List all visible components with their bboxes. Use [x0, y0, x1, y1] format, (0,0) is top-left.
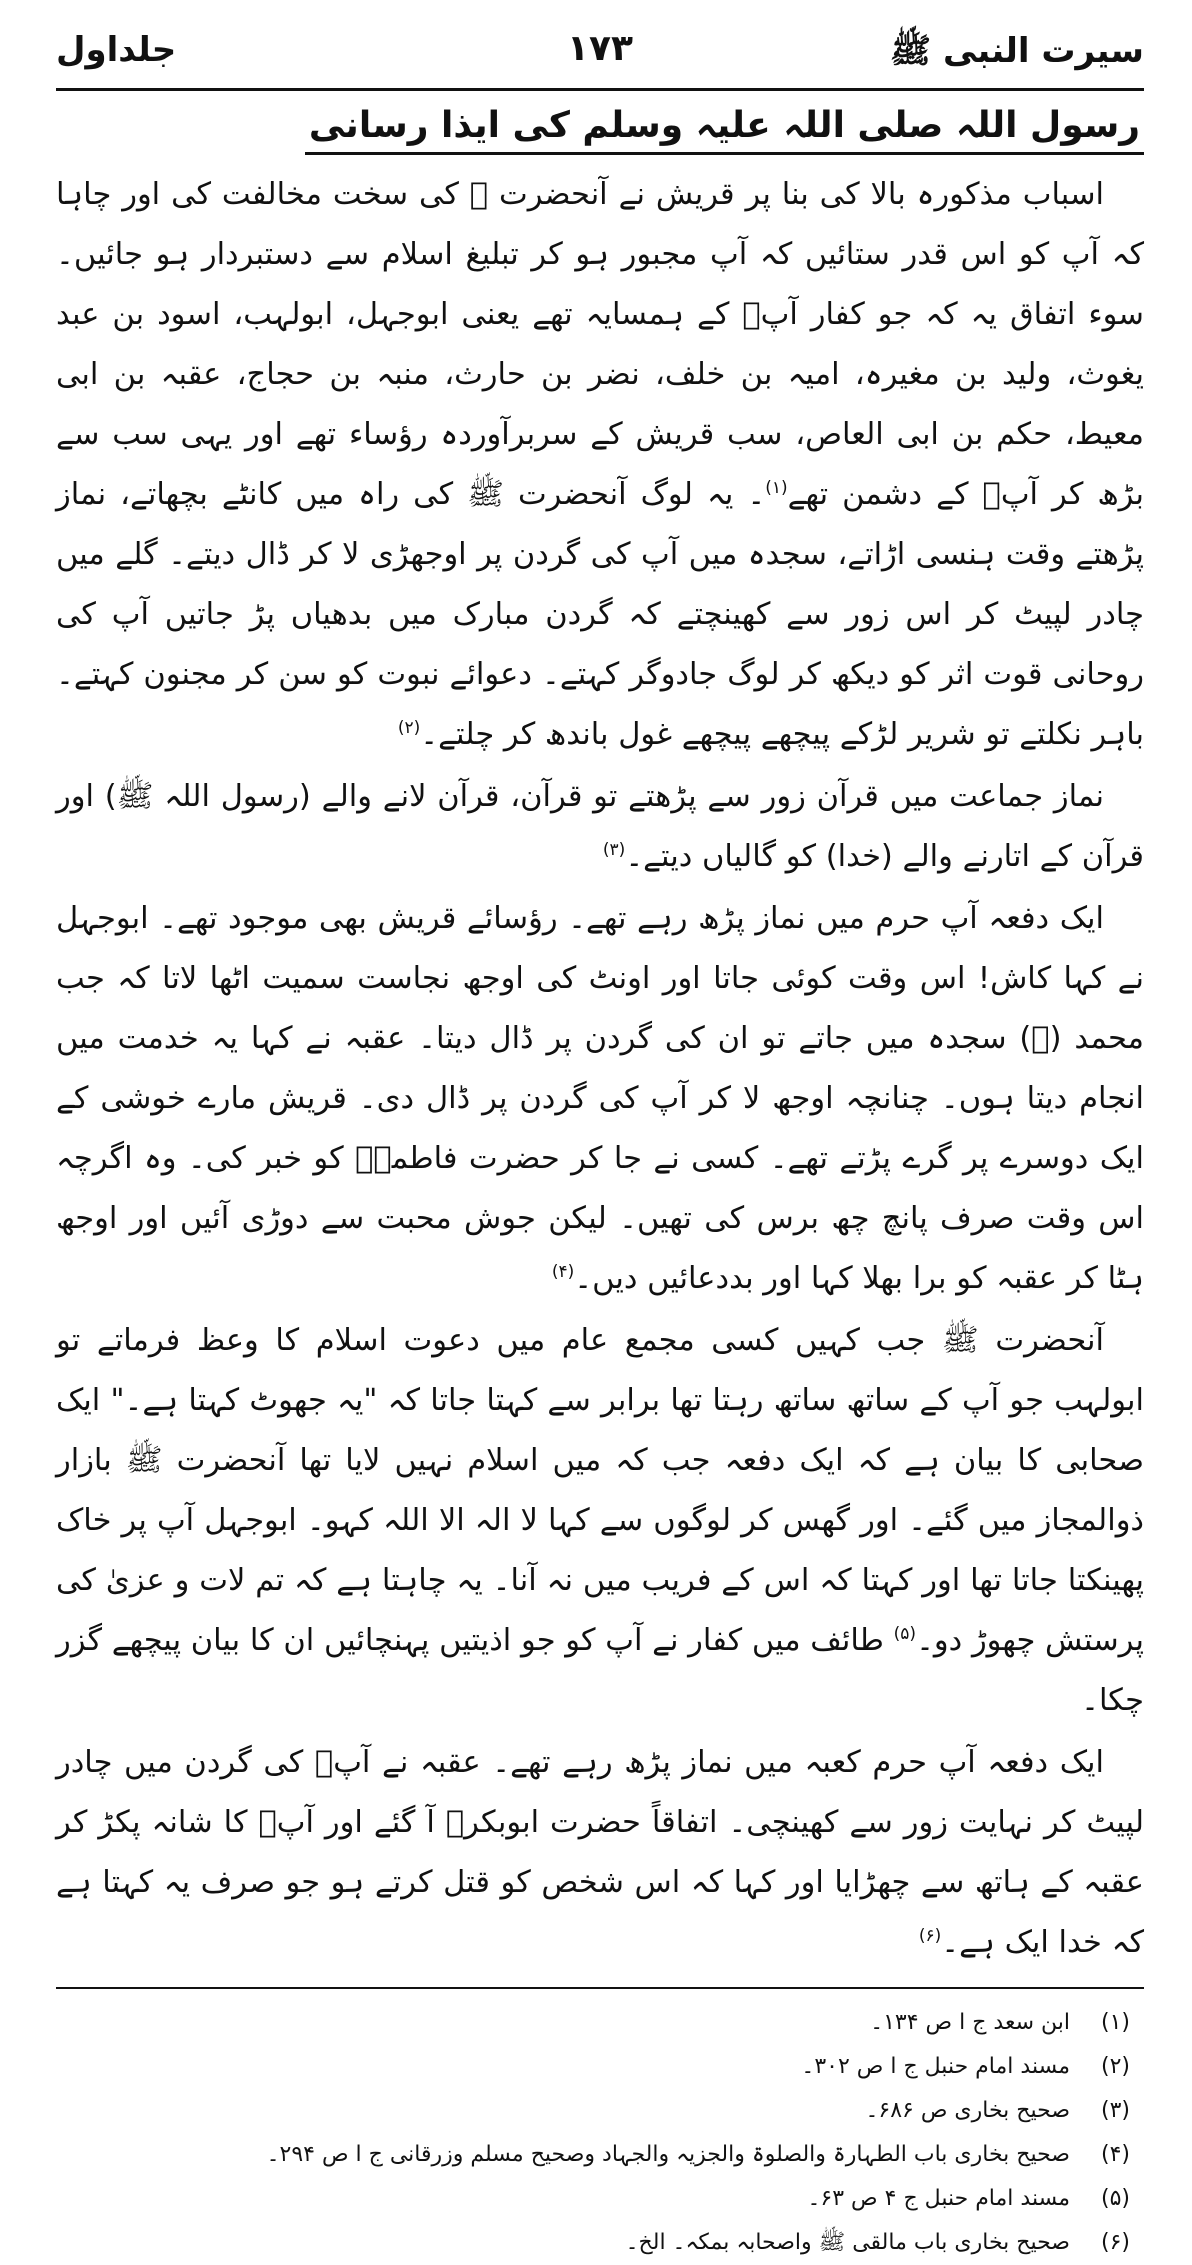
book-title: سیرت النبی ﷺ	[890, 31, 1144, 71]
footnote-text: مسند امام حنبل ج ۴ ص ۶۳۔	[807, 2186, 1070, 2211]
paragraph-text: ایک دفعہ آپ حرم میں نماز پڑھ رہے تھے۔ رؤسائے قریش بھی موجود تھے۔ ابوجہل نے کہا کاش! اس وقت کوئی جاتا اور اونٹ کی اوجھ نجاست سمیت اٹھا لاتا کہ جب محمد (ﷺ) سجدہ میں جاتے تو ان کی گردن پر ڈال دیتا۔ عقبہ نے کہا یہ خدمت میں انجام دیتا ہوں۔ چنانچہ اوجھ لا کر آپ کی گردن پر ڈال دی۔ قریش مارے خوشی کے ایک دوسرے پر گرے پڑتے تھے۔ کسی نے جا کر حضرت فاطمہؓ کو خبر کی۔ وہ اگرچہ اس وقت صرف پانچ چھ برس کی تھیں۔ لیکن جوش محبت سے دوڑی آئیں اور اوجھ ہٹا کر عقبہ کو برا بھلا کہا اور بددعائیں دیں۔	[56, 901, 1144, 1296]
footnote-text: صحیح بخاری ص ۶۸۶۔	[865, 2098, 1070, 2123]
paragraph-text: ایک دفعہ آپ حرم کعبہ میں نماز پڑھ رہے تھے۔ عقبہ نے آپؐ کی گردن میں چادر لپیٹ کر نہایت زور سے کھینچی۔ اتفاقاً حضرت ابوبکرؓ آ گئے اور آپؐ کا شانہ پکڑ کر عقبہ کے ہاتھ سے چھڑایا اور کہا کہ اس شخص کو قتل کرتے ہو جو صرف یہ کہتا ہے کہ خدا ایک ہے۔	[56, 1745, 1144, 1960]
footnote	[56, 2001, 1130, 2045]
footnote-number: (۴)	[1100, 2142, 1130, 2167]
paragraph-text: اسباب مذکورہ بالا کی بنا پر قریش نے آنحضرت ﷺ کی سخت مخالفت کی اور چاہا کہ آپ کو اس قدر ستائیں کہ آپ مجبور ہو کر تبلیغ اسلام سے دستبردار ہو جائیں۔ سوء اتفاق یہ کہ جو کفار آپؐ کے ہمسایہ تھے یعنی ابوجہل، ابولہب، اسود بن عبد یغوث، ولید بن مغیرہ، امیہ بن خلف، نضر بن حارث، منبہ بن حجاج، عقبہ بن ابی معیط، حکم بن ابی العاص، سب قریش کے سربرآوردہ رؤساء تھے اور یہی سب سے بڑھ کر آپؐ کے دشمن تھے	[56, 177, 1144, 512]
footnote-number: (۳)	[1100, 2098, 1130, 2123]
running-header	[56, 24, 1144, 86]
book-page	[56, 24, 1144, 2255]
footnote-text: صحیح بخاری باب مالقی ﷺ واصحابہ بمکہ۔ الخ۔	[625, 2230, 1070, 2255]
footnote-rule	[56, 1987, 1144, 1989]
paragraph	[56, 767, 1144, 887]
body-text	[56, 165, 1144, 1973]
footnote-number: (۲)	[1100, 2054, 1130, 2079]
paragraph	[56, 889, 1144, 1309]
footnote-number: (۶)	[1100, 2230, 1130, 2255]
paragraph	[56, 1311, 1144, 1731]
footnote-text: صحیح بخاری باب الطہارۃ والصلوۃ والجزیہ والجہاد وصحیح مسلم وزرقانی ج ا ص ۲۹۴۔	[266, 2142, 1070, 2167]
footnote-ref: (۳)	[602, 839, 626, 860]
footnote-ref: (۲)	[397, 717, 421, 738]
footnote-text: مسند امام حنبل ج ا ص ۳۰۲۔	[801, 2054, 1070, 2079]
section-heading: رسول اللہ صلی اللہ علیہ وسلم کی ایذا رسانی	[308, 105, 1140, 146]
footnote-number: (۱)	[1100, 2010, 1130, 2035]
footnote-ref: (۵)	[893, 1623, 917, 1644]
footnotes	[56, 2001, 1144, 2265]
paragraph-text: طائف میں کفار نے آپ کو جو اذیتیں پہنچائیں ان کا بیان پیچھے گزر چکا۔	[56, 1623, 1144, 1718]
paragraph	[56, 165, 1144, 765]
volume-label: جلداول	[56, 30, 177, 70]
footnote-ref: (۱)	[765, 477, 788, 498]
footnote	[56, 2177, 1130, 2221]
footnote-text: ابن سعد ج ا ص ۱۳۴۔	[870, 2010, 1070, 2035]
section-heading-wrap	[305, 105, 1144, 155]
footnote	[56, 2221, 1130, 2265]
footnote	[56, 2133, 1130, 2177]
paragraph	[56, 1733, 1144, 1973]
paragraph-text: ۔ یہ لوگ آنحضرت ﷺ کی راہ میں کانٹے بچھاتے، نماز پڑھتے وقت ہنسی اڑاتے، سجدہ میں آپ کی گردن پر اوجھڑی لا کر ڈال دیتے۔ گلے میں چادر لپیٹ کر اس زور سے کھینچتے کہ گردن مبارک میں بدھیاں پڑ جاتیں آپ کی روحانی قوت اثر کو دیکھ کر لوگ جادوگر کہتے۔ دعوائے نبوت کو سن کر مجنون کہتے۔ باہر نکلتے تو شریر لڑکے پیچھے پیچھے غول باندھ کر چلتے۔	[56, 477, 1144, 752]
page-number: ١٧٣	[567, 28, 633, 69]
footnote	[56, 2089, 1130, 2133]
footnote	[56, 2045, 1130, 2089]
paragraph-text: نماز جماعت میں قرآن زور سے پڑھتے تو قرآن، قرآن لانے والے (رسول اللہ ﷺ) اور قرآن کے اتارنے والے (خدا) کو گالیاں دیتے۔	[56, 779, 1144, 874]
footnote-number: (۵)	[1100, 2186, 1130, 2211]
footnote-ref: (۴)	[551, 1261, 575, 1282]
header-rule	[56, 88, 1144, 91]
footnote-ref: (۶)	[918, 1925, 942, 1946]
paragraph-text: آنحضرت ﷺ جب کہیں کسی مجمع عام میں دعوت اسلام کا وعظ فرماتے تو ابولہب جو آپ کے ساتھ ساتھ رہتا تھا برابر سے کہتا جاتا کہ "یہ جھوٹ کہتا ہے۔" ایک صحابی کا بیان ہے کہ ایک دفعہ جب کہ میں اسلام نہیں لایا تھا آنحضرت ﷺ بازار ذوالمجاز میں گئے۔ اور گھس کر لوگوں سے کہا لا الہ الا اللہ کہو۔ ابوجہل آپ پر خاک پھینکتا جاتا تھا اور کہتا کہ اس کے فریب میں نہ آنا۔ یہ چاہتا ہے کہ تم لات و عزیٰ کی پرستش چھوڑ دو۔	[56, 1323, 1144, 1658]
